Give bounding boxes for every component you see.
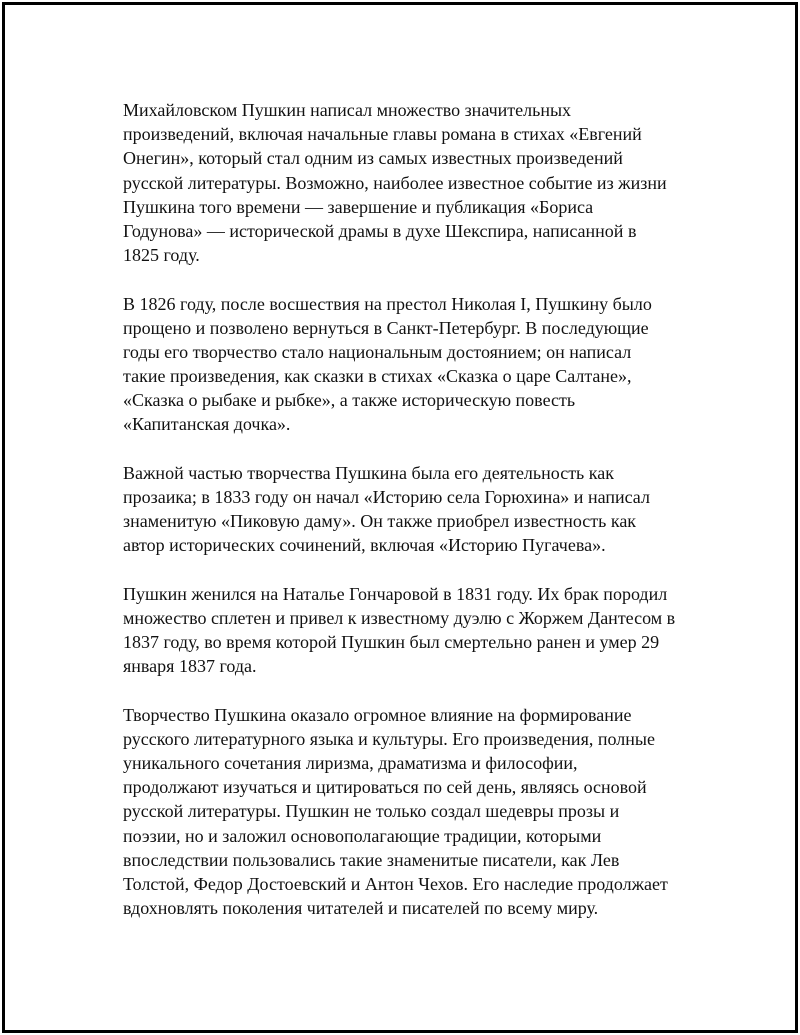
page-frame bbox=[2, 2, 798, 1033]
text-line: прощено и позволено вернуться в Санкт-Петербург. В последующие bbox=[123, 317, 649, 338]
text-line: «Сказка о рыбаке и рыбке», а также историческую повесть bbox=[123, 390, 576, 411]
text-line: поэзии, но и заложил основополагающие традиции, которыми bbox=[123, 825, 602, 846]
text-line: русского литературного языка и культуры. Его произведения, полные bbox=[123, 728, 655, 749]
text-line: января 1837 года. bbox=[123, 656, 257, 677]
text-line: множество сплетен и привел к известному дуэлю с Жоржем Дантесом в bbox=[123, 607, 676, 628]
text-line: автор исторических сочинений, включая «Историю Пугачева». bbox=[123, 535, 606, 556]
text-line: русской литературы. Пушкин не только создал шедевры прозы и bbox=[123, 801, 620, 822]
text-line: Творчество Пушкина оказало огромное влияние на формирование bbox=[123, 704, 632, 725]
text-line: Толстой, Федор Достоевский и Антон Чехов. Его наследие продолжает bbox=[123, 874, 668, 894]
text-line: прозаика; в 1833 году он начал «Историю села Горюхина» и написал bbox=[123, 487, 650, 507]
text-line: Пушкин женился на Наталье Гончаровой в 1831 году. Их брак породил bbox=[123, 583, 668, 604]
text-line: вдохновлять поколения читателей и писателей по всему миру. bbox=[123, 898, 599, 919]
paragraph-prose-works bbox=[123, 461, 763, 558]
text-line: Годунова» — исторической драмы в духе Шекспира, написанной в bbox=[123, 220, 637, 241]
paragraph-legacy bbox=[123, 703, 763, 921]
text-line: русской литературы. Возможно, наиболее известное событие из жизни bbox=[123, 172, 667, 193]
text-line: Важной частью творчества Пушкина была его деятельность как bbox=[123, 462, 614, 483]
paragraph-marriage-and-duel bbox=[123, 582, 763, 679]
paragraph-mikhailovskoe bbox=[123, 98, 763, 267]
document-body bbox=[123, 98, 763, 945]
paragraph-return-to-petersburg bbox=[123, 292, 763, 437]
text-line: 1837 году, во время которой Пушкин был смертельно ранен и умер 29 bbox=[123, 632, 660, 653]
text-line: произведений, включая начальные главы романа в стихах «Евгений bbox=[123, 124, 642, 145]
text-line: В 1826 году, после восшествия на престол Николая I, Пушкину было bbox=[123, 293, 652, 314]
text-line: продолжают изучаться и цитироваться по сей день, являясь основой bbox=[123, 777, 647, 798]
text-line: впоследствии пользовались такие знаменитые писатели, как Лев bbox=[123, 849, 620, 870]
text-line: 1825 году. bbox=[123, 245, 200, 266]
text-line: «Капитанская дочка». bbox=[123, 414, 291, 435]
text-line: Михайловском Пушкин написал множество значительных bbox=[123, 100, 572, 120]
text-line: годы его творчество стало национальным достоянием; он написал bbox=[123, 341, 632, 362]
text-line: уникального сочетания лиризма, драматизма и философии, bbox=[123, 753, 578, 774]
text-line: Онегин», который стал одним из самых известных произведений bbox=[123, 148, 623, 169]
text-line: Пушкина того времени — завершение и публикация «Бориса bbox=[123, 196, 594, 217]
text-line: знаменитую «Пиковую даму». Он также приобрел известность как bbox=[123, 511, 637, 532]
text-line: такие произведения, как сказки в стихах «Сказка о царе Салтане», bbox=[123, 366, 632, 387]
